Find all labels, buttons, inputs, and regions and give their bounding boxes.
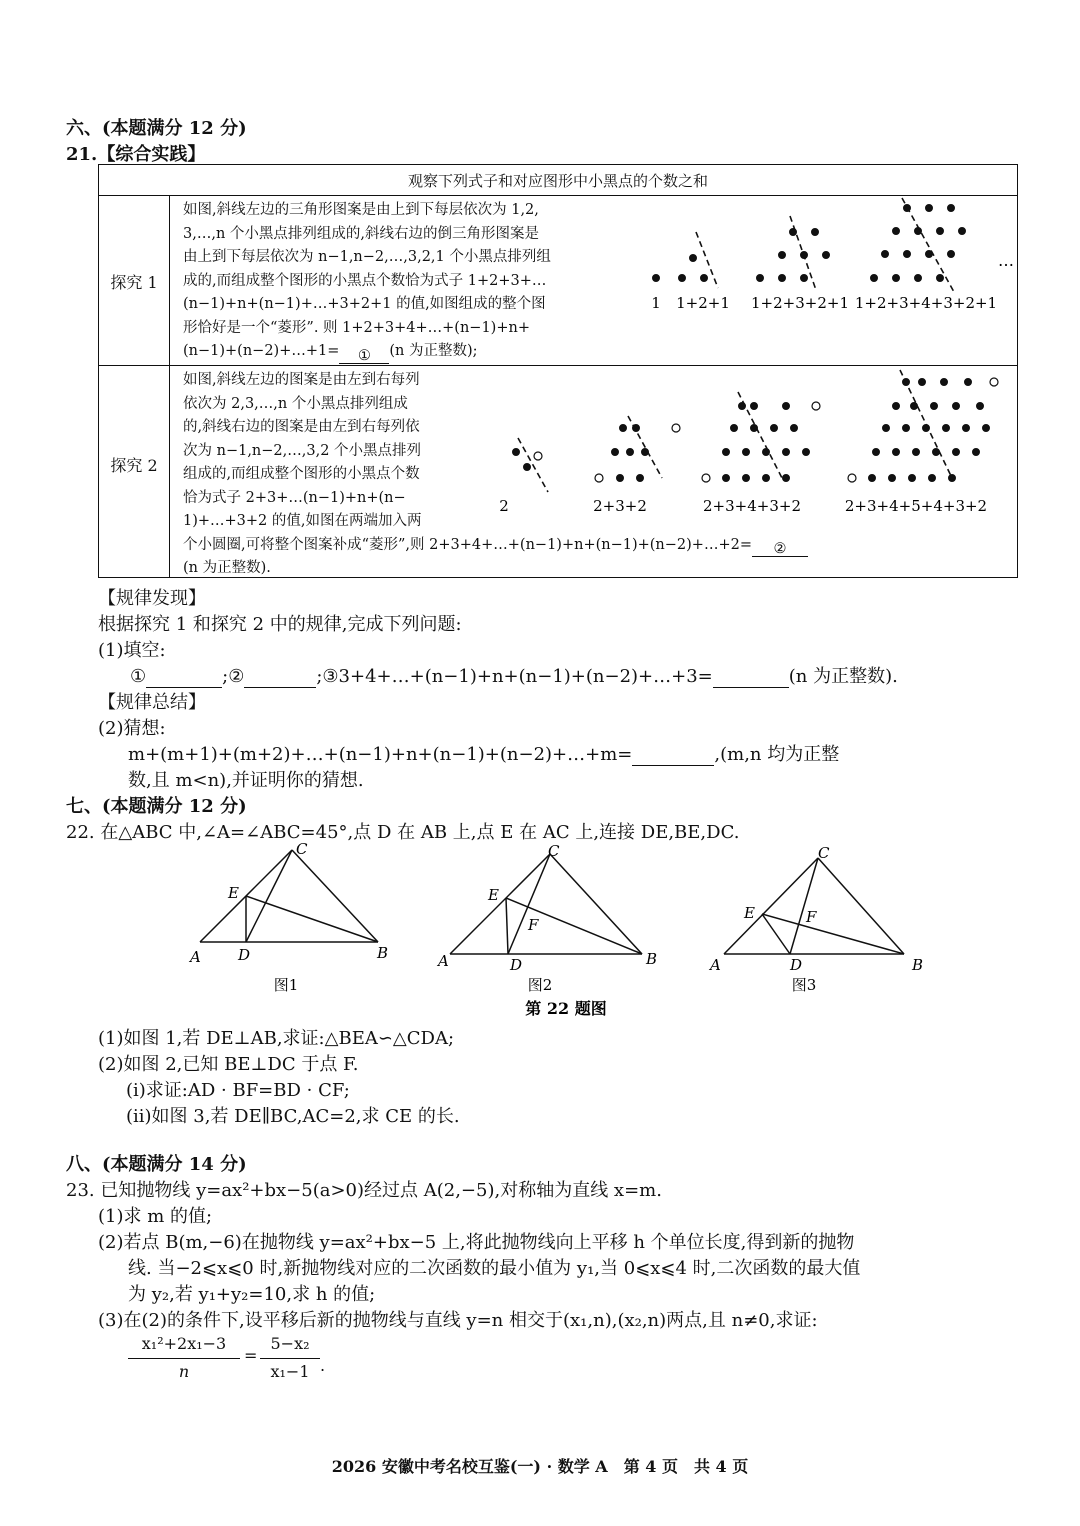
table-header: 观察下列式子和对应图形中小黑点的个数之和 [407, 172, 708, 190]
point-label: E [228, 884, 239, 902]
blank-2: ② [752, 538, 808, 557]
q23-part-3-line-1: (3)在(2)的条件下,设平移后新的抛物线与直线 y=n 相交于(x₁,n),(x₂,n)两点,且 n≠0,求证: [98, 1310, 818, 1331]
figure-label: 图2 [527, 976, 553, 994]
q22-part-2ii: (ii)如图 3,若 DE∥BC,AC=2,求 CE 的长. [126, 1106, 460, 1127]
point-label: A [438, 952, 449, 970]
q22-figures [170, 836, 950, 1022]
point-label: E [488, 886, 499, 904]
fill-label: (1)填空: [98, 640, 166, 661]
point-label: E [744, 904, 755, 922]
point-label: C [296, 840, 308, 858]
section-7-heading: 七、(本题满分 12 分) [66, 796, 247, 817]
q22-part-2: (2)如图 2,已知 BE⊥DC 于点 F. [98, 1054, 359, 1075]
explore-1-label: 探究 1 [110, 273, 158, 292]
explore-1-caption: 1 [651, 294, 661, 312]
period: . [320, 1356, 326, 1375]
q23-part-1: (1)求 m 的值; [98, 1206, 213, 1227]
q23-stem: 23. 已知抛物线 y=ax²+bx−5(a>0)经过点 A(2,−5),对称轴为直线 x=m. [66, 1180, 662, 1201]
fraction-1-numerator: x₁²+2x₁−3 [141, 1334, 227, 1353]
q22-part-2i: (i)求证:AD · BF=BD · CF; [126, 1080, 350, 1101]
point-label: D [790, 956, 803, 974]
explore-1-caption: 1+2+1 [676, 294, 730, 312]
point-label: B [646, 950, 658, 968]
point-label: D [238, 946, 251, 964]
explore-2-text: 如图,斜线左边的图案是由左到右每列 依次为 2,3,…,n 个小黑点排列组成 的,斜线右边的图案是由左到右每列依 次为 n−1,n−2,…,3,2 个小黑点排列 组成的,而组成整个图形的小黑点个数 恰为式子 2+3+…(n−1)+n+(n− 1)+…+3+2 的值,如图在两端加入两 个小圆圈,可将整个图案补成“菱形”,则 2+3+4+…+(n−1)+n+(n−1)+(n−2)+…+2= ② (n 为正整数). [183, 369, 808, 581]
fraction-2-denominator: x₁−1 [270, 1362, 310, 1381]
equals-sign: = [244, 1346, 258, 1365]
explore-2-caption: 2 [499, 497, 509, 515]
q21-label: 21.【综合实践】 [66, 144, 206, 165]
point-label: A [710, 956, 721, 974]
explore-2-caption: 2+3+4+3+2 [703, 497, 801, 515]
fill-blank-2 [244, 669, 316, 688]
figure-label: 图3 [791, 976, 817, 994]
q23-fraction-equation [128, 1334, 358, 1386]
point-label: A [190, 948, 201, 966]
point-label: F [806, 908, 817, 926]
explore-1-dot-figures [640, 196, 1018, 324]
figure-label: 图1 [273, 976, 299, 994]
fraction-2-numerator: 5−x₂ [270, 1334, 310, 1353]
explore-2-label: 探究 2 [110, 456, 158, 475]
point-label: F [528, 916, 539, 934]
rule-find-text: 根据探究 1 和探究 2 中的规律,完成下列问题: [98, 614, 462, 635]
section-6-heading: 六、(本题满分 12 分) [66, 118, 247, 139]
explore-2-dot-figures [490, 366, 1010, 522]
fill-blank-1 [146, 669, 222, 688]
q23-part-2-line-3: 为 y₂,若 y₁+y₂=10,求 h 的值; [128, 1284, 376, 1305]
explore-2-caption: 2+3+4+5+4+3+2 [844, 497, 988, 515]
rule-find-heading: 【规律发现】 [98, 588, 206, 609]
section-8-heading: 八、(本题满分 14 分) [66, 1154, 247, 1175]
page-footer: 2026 安徽中考名校互鉴(一) · 数学 A 第 4 页 共 4 页 [331, 1457, 749, 1476]
fraction-1-denominator: n [178, 1362, 190, 1381]
explore-2-caption: 2+3+2 [593, 497, 647, 515]
guess-blank [632, 747, 714, 766]
explore-1-caption: 1+2+3+2+1 [751, 294, 849, 312]
guess-line-2: 数,且 m<n),并证明你的猜想. [128, 770, 364, 791]
figure-title: 第 22 题图 [525, 999, 607, 1018]
explore-1-ellipsis: … [998, 251, 1014, 270]
fill-line: ① ;② ;③3+4+…+(n−1)+n+(n−1)+(n−2)+…+3= (n 为正整数). [130, 666, 898, 687]
blank-1: ① [339, 345, 389, 364]
point-label: D [510, 956, 523, 974]
q22-stem: 22. 在△ABC 中,∠A=∠ABC=45°,点 D 在 AB 上,点 E 在 AC 上,连接 DE,BE,DC. [66, 822, 740, 843]
fill-blank-3 [713, 669, 789, 688]
rule-sum-heading: 【规律总结】 [98, 692, 206, 713]
explore-1-caption: 1+2+3+4+3+2+1 [854, 294, 998, 312]
point-label: B [912, 956, 924, 974]
guess-label: (2)猜想: [98, 718, 166, 739]
point-label: B [377, 944, 389, 962]
explore-1-text: 如图,斜线左边的三角形图案是由上到下每层依次为 1,2, 3,…,n 个小黑点排列组成的,斜线右边的倒三角形图案是 由上到下每层依次为 n−1,n−2,…,3,2,1 个小黑点排列组 成的,而组成整个图形的小黑点个数恰为式子 1+2+3+… (n−1)+n+(n−1)+…+3+2+1 的值,如图组成的整个图 形恰好是一个“菱形”. 则 1+2+3+4+…+(n−1)+n+ (n−1)+(n−2)+…+1= ① (n 为正整数); [183, 202, 551, 364]
q23-part-2-line-2: 线. 当−2⩽x⩽0 时,新抛物线对应的二次函数的最小值为 y₁,当 0⩽x⩽4 时,二次函数的最大值 [128, 1258, 861, 1279]
point-label: C [548, 842, 560, 860]
guess-line-1: m+(m+1)+(m+2)+…+(n−1)+n+(n−1)+(n−2)+…+m= ,(m,n 均为正整 [128, 744, 840, 765]
q22-part-1: (1)如图 1,若 DE⊥AB,求证:△BEA∽△CDA; [98, 1028, 455, 1049]
point-label: C [818, 844, 830, 862]
q23-part-2-line-1: (2)若点 B(m,−6)在抛物线 y=ax²+bx−5 上,将此抛物线向上平移 h 个单位长度,得到新的抛物 [98, 1232, 855, 1253]
